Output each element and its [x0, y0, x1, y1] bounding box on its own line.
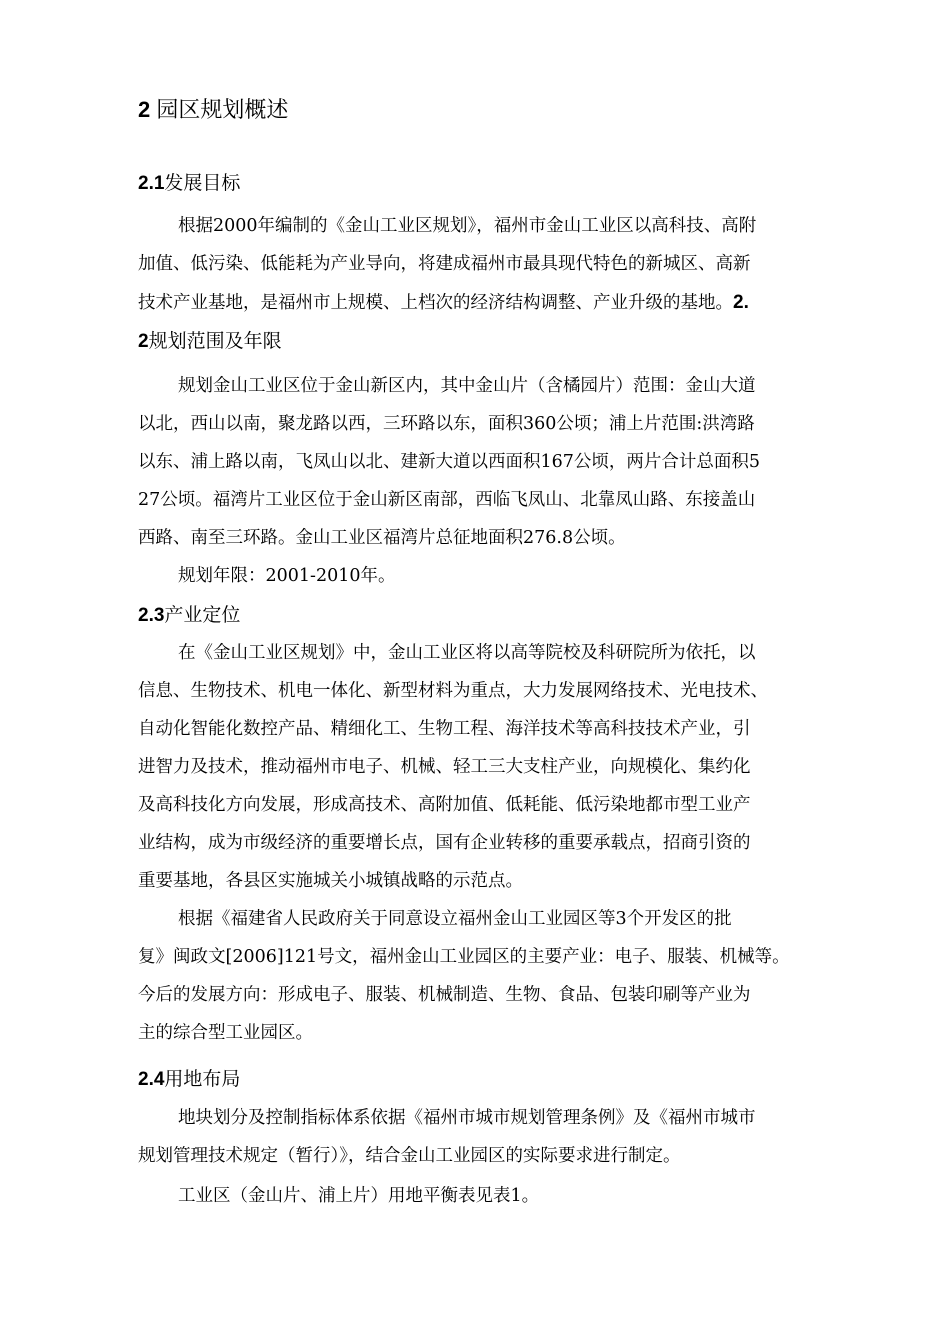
- paragraph-line: 加值、低污染、低能耗为产业导向，将建成福州市最具现代特色的新城区、高新: [138, 254, 751, 274]
- paragraph-line: 信息、生物技术、机电一体化、新型材料为重点，大力发展网络技术、光电技术、: [138, 681, 768, 701]
- paragraph-line: 西路、南至三环路。金山工业区福湾片总征地面积276.8公顷。: [138, 528, 626, 548]
- paragraph-line: 27公顷。福湾片工业区位于金山新区南部，西临飞凤山、北靠凤山路、东接盖山: [138, 490, 756, 510]
- section-heading-2-1: 2.1发展目标: [138, 173, 241, 194]
- section-heading-2-4: 2.4用地布局: [138, 1069, 241, 1090]
- section-number-fragment: 2.: [733, 292, 749, 313]
- paragraph-line: 重要基地，各县区实施城关小城镇战略的示范点。: [138, 871, 523, 891]
- paragraph-line: 业结构，成为市级经济的重要增长点，国有企业转移的重要承载点，招商引资的: [138, 833, 751, 853]
- paragraph-line: 复》闽政文[2006]121号文，福州金山工业园区的主要产业：电子、服装、机械等。: [138, 947, 790, 967]
- paragraph-line: 主的综合型工业园区。: [138, 1023, 313, 1043]
- chapter-number: 2: [138, 97, 151, 122]
- paragraph-line: 自动化智能化数控产品、精细化工、生物工程、海洋技术等高科技技术产业，引: [138, 719, 751, 739]
- paragraph-line: 地块划分及控制指标体系依据《福州市城市规划管理条例》及《福州市城市: [178, 1108, 756, 1128]
- paragraph-line: 技术产业基地，是福州市上规模、上档次的经济结构调整、产业升级的基地。2.: [138, 292, 749, 313]
- paragraph-line: 根据2000年编制的《金山工业区规划》，福州市金山工业区以高科技、高附: [178, 216, 757, 236]
- section-heading-2-3: 2.3产业定位: [138, 605, 241, 626]
- chapter-title: 园区规划概述: [156, 97, 289, 122]
- paragraph-line: 在《金山工业区规划》中，金山工业区将以高等院校及科研院所为依托，以: [178, 643, 756, 663]
- paragraph-line: 规划金山工业区位于金山新区内，其中金山片（含橘园片）范围：金山大道: [178, 376, 756, 396]
- paragraph-line: 及高科技化方向发展，形成高技术、高附加值、低耗能、低污染地都市型工业产: [138, 795, 751, 815]
- paragraph-line: 以北，西山以南，聚龙路以西，三环路以东，面积360公顷；浦上片范围:洪湾路: [138, 414, 755, 434]
- paragraph-line: 今后的发展方向：形成电子、服装、机械制造、生物、食品、包装印刷等产业为: [138, 985, 751, 1005]
- chapter-heading: [138, 94, 288, 126]
- paragraph-line: 根据《福建省人民政府关于同意设立福州金山工业园区等3个开发区的批: [178, 909, 732, 929]
- paragraph-line: 规划管理技术规定（暂行）》，结合金山工业园区的实际要求进行制定。: [138, 1146, 681, 1166]
- paragraph-line: 工业区（金山片、浦上片）用地平衡表见表1。: [178, 1186, 540, 1206]
- paragraph-line: 进智力及技术，推动福州市电子、机械、轻工三大支柱产业，向规模化、集约化: [138, 757, 751, 777]
- paragraph-line: 以东、浦上路以南，飞凤山以北、建新大道以西面积167公顷，两片合计总面积5: [138, 452, 761, 472]
- section-heading-2-2: 2规划范围及年限: [138, 331, 282, 352]
- planning-years: 规划年限：2001-2010年。: [178, 566, 396, 586]
